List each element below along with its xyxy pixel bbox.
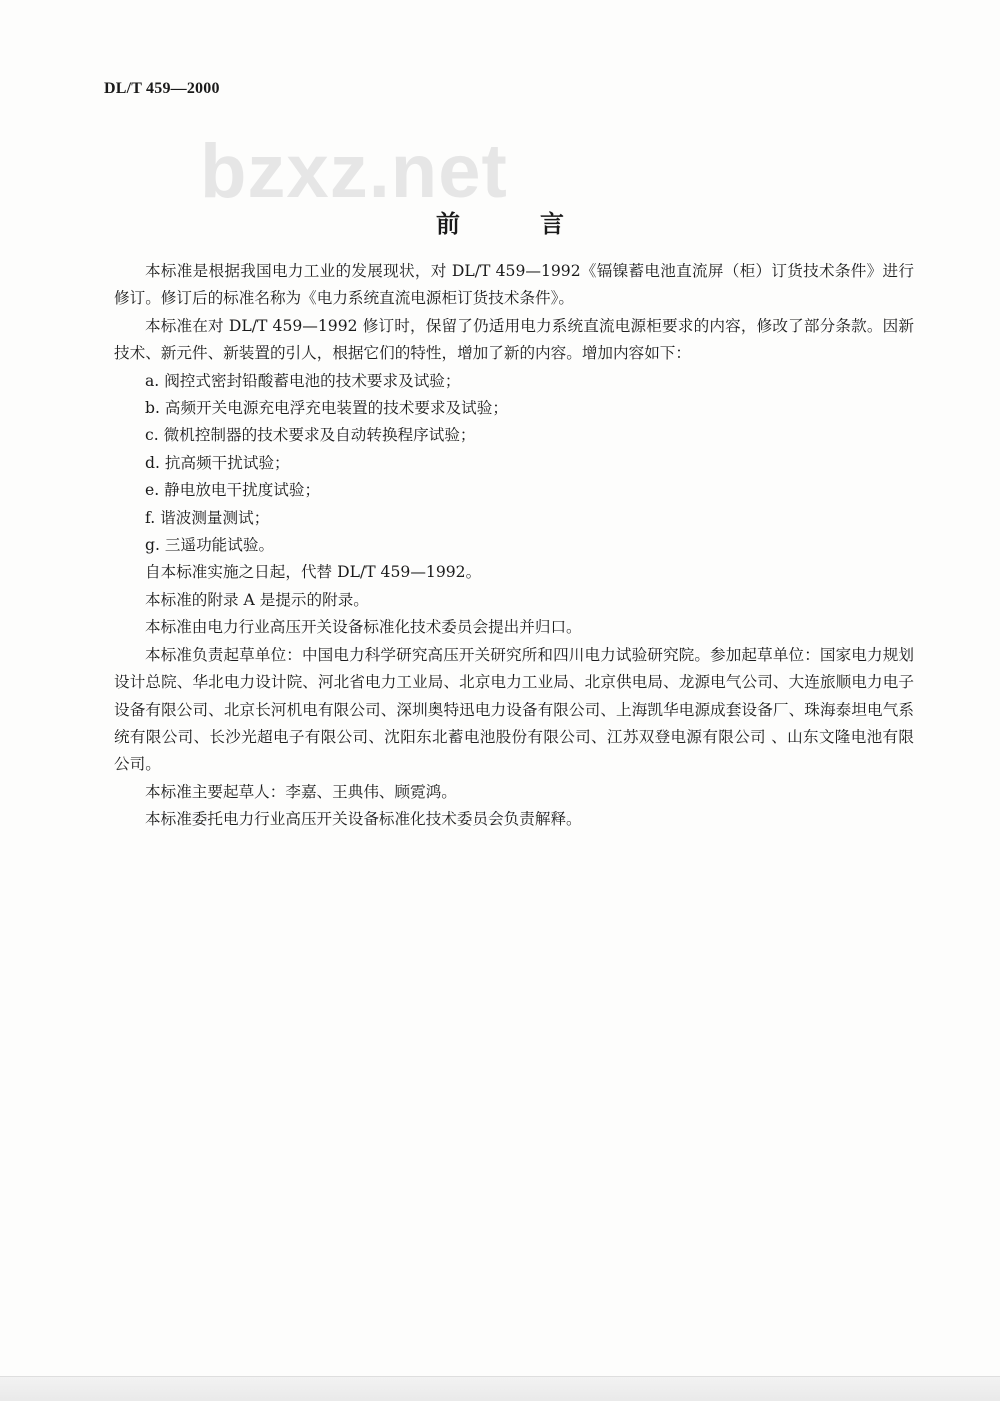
- document-code: DL/T 459—2000: [104, 80, 220, 97]
- paragraph-replacement: 自本标准实施之日起，代替 DL/T 459—1992。: [145, 563, 482, 582]
- paragraph-revision-basis: 本标准是根据我国电力工业的发展现状，对 DL/T 459—1992《镉镍蓄电池直流屏（柜）订货技术条件》进行修订。修订后的标准名称为《电力系统直流电源柜订货技术条件》。: [114, 262, 914, 308]
- added-content-list: [114, 368, 914, 560]
- document-body: [114, 258, 914, 834]
- paragraph-revision-scope: 本标准在对 DL/T 459—1992 修订时，保留了仍适用电力系统直流电源柜要求的内容，修改了部分条款。因新技术、新元件、新装置的引人，根据它们的特性，增加了新的内容。增加内容如下：: [114, 316, 914, 363]
- list-item: a. 阀控式密封铅酸蓄电池的技术要求及试验；: [145, 371, 461, 390]
- list-item: g. 三遥功能试验。: [145, 536, 275, 555]
- list-item: d. 抗高频干扰试验；: [145, 453, 290, 472]
- paragraph-drafters: 本标准主要起草人：李嘉、王典伟、顾霓鸿。: [145, 782, 457, 801]
- paragraph-proposer: 本标准由电力行业高压开关设备标准化技术委员会提出并归口。: [145, 618, 582, 637]
- paragraph-appendix: 本标准的附录 A 是提示的附录。: [145, 590, 369, 609]
- list-item: e. 静电放电干扰度试验；: [145, 481, 321, 500]
- paragraph-interpretation: 本标准委托电力行业高压开关设备标准化技术委员会负责解释。: [145, 810, 582, 829]
- page-title: 前言: [436, 210, 644, 238]
- list-item: b. 高频开关电源充电浮充电装置的技术要求及试验；: [145, 399, 508, 418]
- watermark: bzxz.net: [200, 129, 508, 214]
- paragraph-drafting-units: 本标准负责起草单位：中国电力科学研究高压开关研究所和四川电力试验研究院。参加起草单位：国家电力规划设计总院、华北电力设计院、河北省电力工业局、北京电力工业局、北京供电局、龙源电气公司、大连旅顺电力电子设备有限公司、北京长河机电有限公司、深圳奥特迅电力设备有限公司、上海凯华电源成套设备厂、珠海泰坦电气系统有限公司、长沙光超电子有限公司、沈阳东北蓄电池股份有限公司、江苏双登电源有限公司 、山东文隆电池有限公司。: [114, 645, 914, 774]
- list-item: c. 微机控制器的技术要求及自动转换程序试验；: [145, 426, 476, 445]
- page-bottom-edge: [0, 1376, 1000, 1401]
- list-item: f. 谐波测量测试；: [145, 508, 270, 527]
